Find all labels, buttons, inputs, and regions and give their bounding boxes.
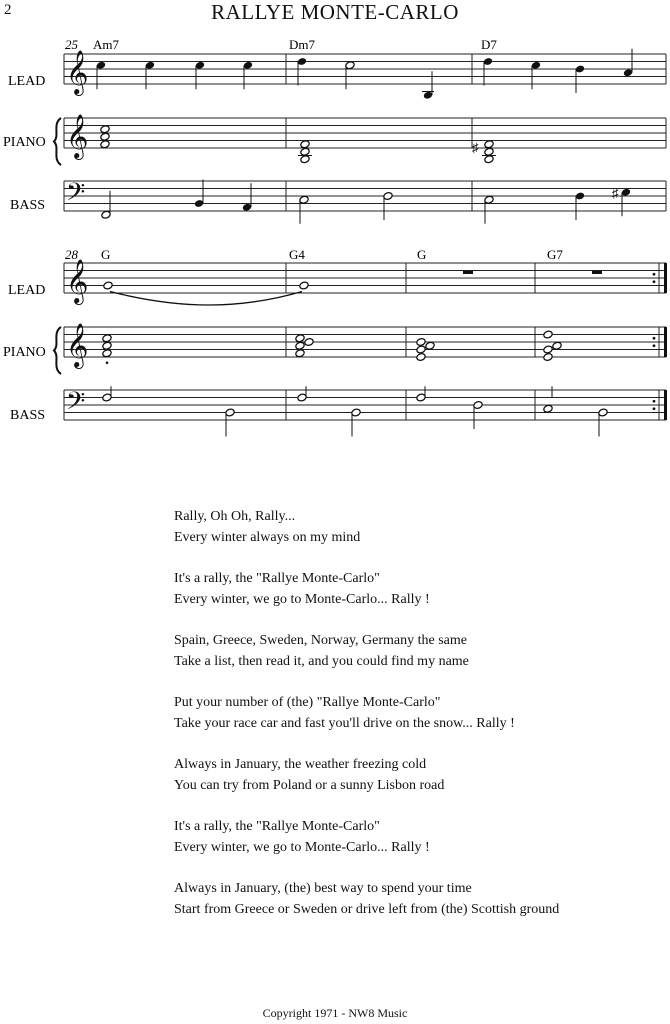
lyric-stanza — [174, 630, 559, 672]
note-head — [100, 140, 110, 149]
lyric-stanza — [174, 692, 559, 734]
lyric-stanza — [174, 754, 559, 796]
repeat-dot — [653, 337, 656, 340]
final-bar-line — [664, 390, 667, 420]
treble-clef: 𝄞 — [66, 325, 89, 367]
lyric-line: Start from Greece or Sweden or drive left from (the) Scottish ground — [174, 902, 560, 917]
treble-clef: 𝄞 — [66, 116, 89, 158]
note-head — [295, 341, 305, 350]
lyric-line: Always in January, the weather freezing cold — [174, 757, 427, 772]
note-head — [102, 349, 112, 358]
lyric-line: Take your race car and fast you'll drive on the snow... Rally ! — [174, 716, 515, 731]
instrument-label-lead: LEAD — [8, 283, 46, 298]
treble-clef: 𝄞 — [66, 261, 89, 303]
note-head — [295, 349, 305, 358]
lyric-line: Every winter always on my mind — [174, 530, 361, 545]
repeat-dot — [653, 273, 656, 276]
repeat-dot — [653, 280, 656, 283]
lyric-line: Rally, Oh Oh, Rally... — [174, 509, 296, 524]
note-head — [300, 155, 310, 164]
chord-symbol: G7 — [547, 247, 563, 262]
lyric-line: Put your number of (the) "Rallye Monte-Carlo" — [174, 695, 441, 710]
measure-number: 28 — [65, 247, 78, 262]
chord-symbol: Am7 — [93, 37, 119, 52]
note-head — [543, 330, 553, 339]
page-number: 2 — [4, 2, 12, 18]
whole-rest — [463, 271, 473, 275]
note-head — [102, 341, 112, 350]
repeat-dot — [653, 400, 656, 403]
instrument-label-piano: PIANO — [3, 345, 46, 360]
repeat-dot — [653, 344, 656, 347]
lyric-stanza — [174, 506, 559, 548]
note-head — [295, 334, 305, 343]
lyric-stanza — [174, 568, 559, 610]
note-head — [416, 345, 426, 354]
note-head — [300, 147, 310, 156]
lyric-line: It's a rally, the "Rallye Monte-Carlo" — [174, 819, 380, 834]
bass-clef: 𝄢 — [66, 388, 86, 421]
note-head — [100, 125, 110, 134]
staccato-dot — [106, 361, 109, 364]
note-head — [543, 345, 553, 354]
instrument-label-lead: LEAD — [8, 74, 46, 89]
note-head — [416, 353, 426, 362]
final-bar-line — [664, 263, 667, 293]
chord-symbol: G4 — [289, 247, 305, 262]
instrument-label-piano: PIANO — [3, 135, 46, 150]
whole-rest — [592, 271, 602, 275]
note-head — [484, 140, 494, 149]
chord-symbol: G — [417, 247, 427, 262]
note-head — [543, 404, 553, 413]
note-head — [102, 334, 112, 343]
final-bar-line — [664, 327, 667, 357]
note-head — [484, 147, 494, 156]
lyrics — [174, 506, 559, 940]
treble-clef: 𝄞 — [66, 52, 89, 94]
lyric-line: Always in January, (the) best way to spend your time — [174, 881, 472, 896]
measure-number: 25 — [65, 37, 78, 52]
note-head — [552, 341, 562, 350]
song-title: RALLYE MONTE-CARLO — [211, 0, 459, 24]
sheet-music-score — [0, 0, 670, 450]
instrument-label-bass: BASS — [10, 198, 46, 213]
note-head — [100, 132, 110, 141]
note-head — [416, 338, 426, 347]
lyric-line: Spain, Greece, Sweden, Norway, Germany the same — [174, 633, 467, 648]
sharp-sign: ♯ — [612, 185, 619, 201]
lyric-line: You can try from Poland or a sunny Lisbon road — [174, 778, 445, 793]
note-head — [304, 338, 314, 347]
lyric-line: Take a list, then read it, and you could find my name — [174, 654, 469, 669]
piano-brace — [54, 118, 61, 165]
chord-symbol: G — [101, 247, 111, 262]
chord-symbol: Dm7 — [289, 37, 315, 52]
note-head — [300, 140, 310, 149]
note-head — [543, 353, 553, 362]
lyric-line: It's a rally, the "Rallye Monte-Carlo" — [174, 571, 380, 586]
note-head — [425, 341, 435, 350]
instrument-label-bass: BASS — [10, 408, 46, 423]
bass-clef: 𝄢 — [66, 179, 86, 212]
lyric-stanza — [174, 878, 559, 920]
copyright-notice: Copyright 1971 - NW8 Music — [262, 1006, 408, 1020]
note-head — [103, 281, 113, 290]
lyric-line: Every winter, we go to Monte-Carlo... Rally ! — [174, 840, 430, 855]
note-head — [484, 155, 494, 164]
piano-brace — [54, 327, 61, 374]
sharp-sign: ♯ — [472, 140, 479, 155]
tie — [110, 292, 302, 306]
lyric-line: Every winter, we go to Monte-Carlo... Rally ! — [174, 592, 430, 607]
repeat-dot — [653, 407, 656, 410]
chord-symbol: D7 — [481, 37, 497, 52]
lyric-stanza — [174, 816, 559, 858]
note-head — [299, 281, 309, 290]
